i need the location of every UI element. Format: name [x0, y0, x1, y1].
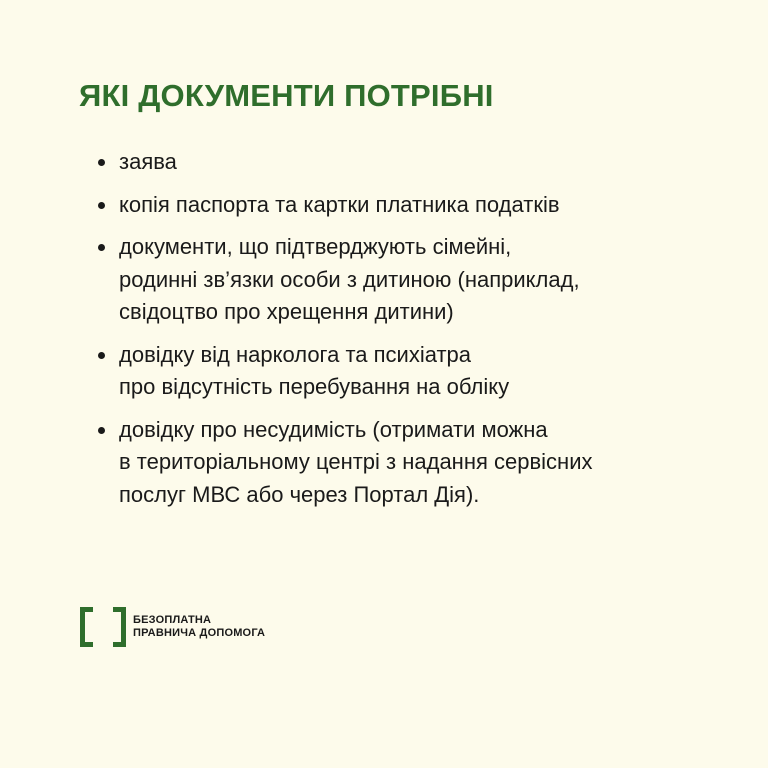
bullet-icon	[98, 159, 105, 166]
logo-text-line: БЕЗОПЛАТНА	[133, 614, 212, 626]
logo	[80, 607, 265, 647]
bullet-icon	[98, 202, 105, 209]
brackets-logo-icon	[80, 607, 126, 647]
list-item-text: копія паспорта та картки платника податків	[119, 191, 560, 217]
list-item	[95, 414, 735, 512]
list-item-text: в територіальному центрі з надання сервісних	[119, 449, 593, 474]
list-item-text: родинні зв’язки особи з дитиною (наприклад,	[119, 266, 580, 292]
list-item	[95, 231, 735, 329]
list-item	[95, 146, 735, 179]
logo-text-line: ПРАВНИЧА ДОПОМОГА	[133, 627, 266, 639]
bullet-icon	[98, 244, 105, 251]
documents-list	[95, 146, 735, 521]
list-item-text: заява	[119, 149, 177, 174]
list-item-text: довідку від нарколога та психіатра	[119, 341, 472, 367]
list-item	[95, 339, 735, 404]
bullet-icon	[98, 427, 105, 434]
right-bracket-icon	[113, 607, 126, 647]
list-item-text: документи, що підтверджують сімейні,	[119, 234, 512, 259]
list-item-text: послуг МВС або через Портал Дія).	[119, 481, 480, 507]
logo-text	[133, 614, 265, 640]
list-item	[95, 189, 735, 222]
page-title: ЯКІ ДОКУМЕНТИ ПОТРІБНІ	[79, 78, 494, 113]
list-item-text: про відсутність перебування на обліку	[119, 374, 510, 399]
bullet-icon	[98, 352, 105, 359]
left-bracket-icon	[80, 607, 93, 647]
list-item-text: довідку про несудимість (отримати можна	[119, 416, 548, 442]
list-item-text: свідоцтво про хрещення дитини)	[119, 299, 454, 324]
